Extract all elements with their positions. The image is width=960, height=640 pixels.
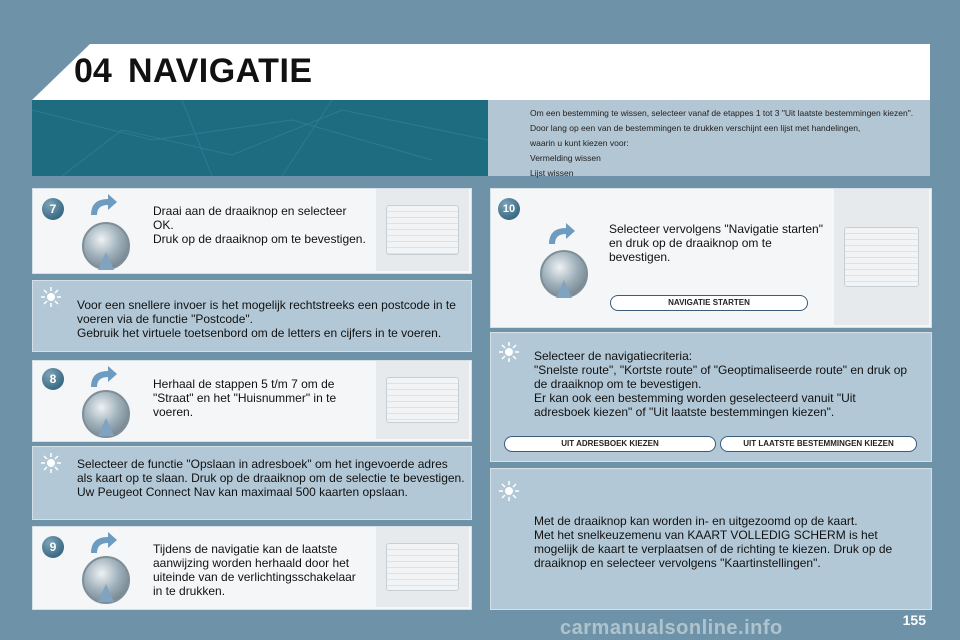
push-arrow-icon [98,584,114,602]
tip-4-text [534,514,914,570]
chapter-number: 04 [74,52,112,90]
push-arrow-icon [556,280,572,298]
curved-arrow-icon [88,193,118,219]
radio-unit-image [376,189,469,271]
radio-faceplate [386,377,459,423]
info-line: Lijst wissen [530,168,574,178]
step-7-text [153,204,368,246]
uit-laatste-bestemmingen-button[interactable]: UIT LAATSTE BESTEMMINGEN KIEZEN [720,436,917,452]
tip-text: Selecteer de navigatiecriteria: "Snelste route", "Kortste route" of "Geoptimaliseerde route" en druk op de draaiknop om te bevestigen. Er kan ook een bestemming worden geselecteerd vanuit "Uit adresboek kiezen" of "Uit laatste bestemmingen kiezen". [534,349,908,419]
page-number: 155 [902,612,926,628]
step-8-text [153,377,368,419]
curved-arrow-icon [88,531,118,557]
info-line: waarin u kunt kiezen voor: [530,138,629,148]
navigatie-starten-button[interactable]: NAVIGATIE STARTEN [610,295,808,311]
radio-unit-image [834,189,929,325]
push-arrow-icon [98,252,114,270]
tip-text: Voor een snellere invoer is het mogelijk rechtstreeks een postcode in te voeren via de functie "Postcode". Gebruik het virtuele toetsenbord om de letters en cijfers in te voeren. [77,298,456,340]
tip-lightbulb-icon [40,452,62,474]
page-title: NAVIGATIE [128,52,313,90]
tip-1-text [77,298,465,340]
step-9-text [153,542,368,598]
radio-faceplate [386,543,459,591]
tip-lightbulb-icon [498,480,520,502]
tip-lightbulb-icon [40,286,62,308]
step-number-badge: 9 [42,536,64,558]
info-line: Om een bestemming te wissen, selecteer vanaf de etappes 1 tot 3 "Uit laatste bestemmingen kiezen". [530,108,914,118]
curved-arrow-icon [88,365,118,391]
radio-unit-image [376,527,469,607]
watermark: carmanualsonline.info [560,617,783,639]
step-10-text [609,222,824,264]
info-line: Door lang op een van de bestemmingen te drukken verschijnt een lijst met handelingen, [530,123,861,133]
step-text: Draai aan de draaiknop en selecteer OK. Druk op de draaiknop om te bevestigen. [153,204,366,246]
tip-text: Selecteer de functie "Opslaan in adresboek" om het ingevoerde adres als kaart op te slaan. Druk op de draaiknop om de selectie te bevestigen. Uw Peugeot Connect Nav kan maximaal 500 kaarten opslaan. [77,457,465,499]
step-number-badge: 8 [42,368,64,390]
info-line: Vermelding wissen [530,153,601,163]
tip-2-text [77,457,465,499]
info-text [530,106,913,181]
radio-faceplate [386,205,459,255]
uit-adresboek-kiezen-button[interactable]: UIT ADRESBOEK KIEZEN [504,436,716,452]
push-arrow-icon [98,418,114,436]
step-text: Selecteer vervolgens "Navigatie starten" en druk op de draaiknop om te bevestigen. [609,222,823,264]
tip-lightbulb-icon [498,341,520,363]
tip-text: Met de draaiknop kan worden in- en uitgezoomd op de kaart. Met het snelkeuzemenu van KAART VOLLEDIG SCHERM is het mogelijk de kaart te verplaatsen of de richting te kiezen. Druk op de draaiknop en selecteer vervolgens "Kaartinstellingen". [534,514,893,570]
step-number-badge: 7 [42,198,64,220]
step-text: Tijdens de navigatie kan de laatste aanwijzing worden herhaald door het uiteinde van de verlichtingsschakelaar in te drukken. [153,542,356,598]
step-text: Herhaal de stappen 5 t/m 7 om de "Straat" en het "Huisnummer" in te voeren. [153,377,337,419]
step-number-badge: 10 [498,198,520,220]
radio-unit-image [376,361,469,439]
curved-arrow-icon [546,222,576,248]
radio-faceplate [844,227,919,287]
tip-3-text [534,349,914,419]
